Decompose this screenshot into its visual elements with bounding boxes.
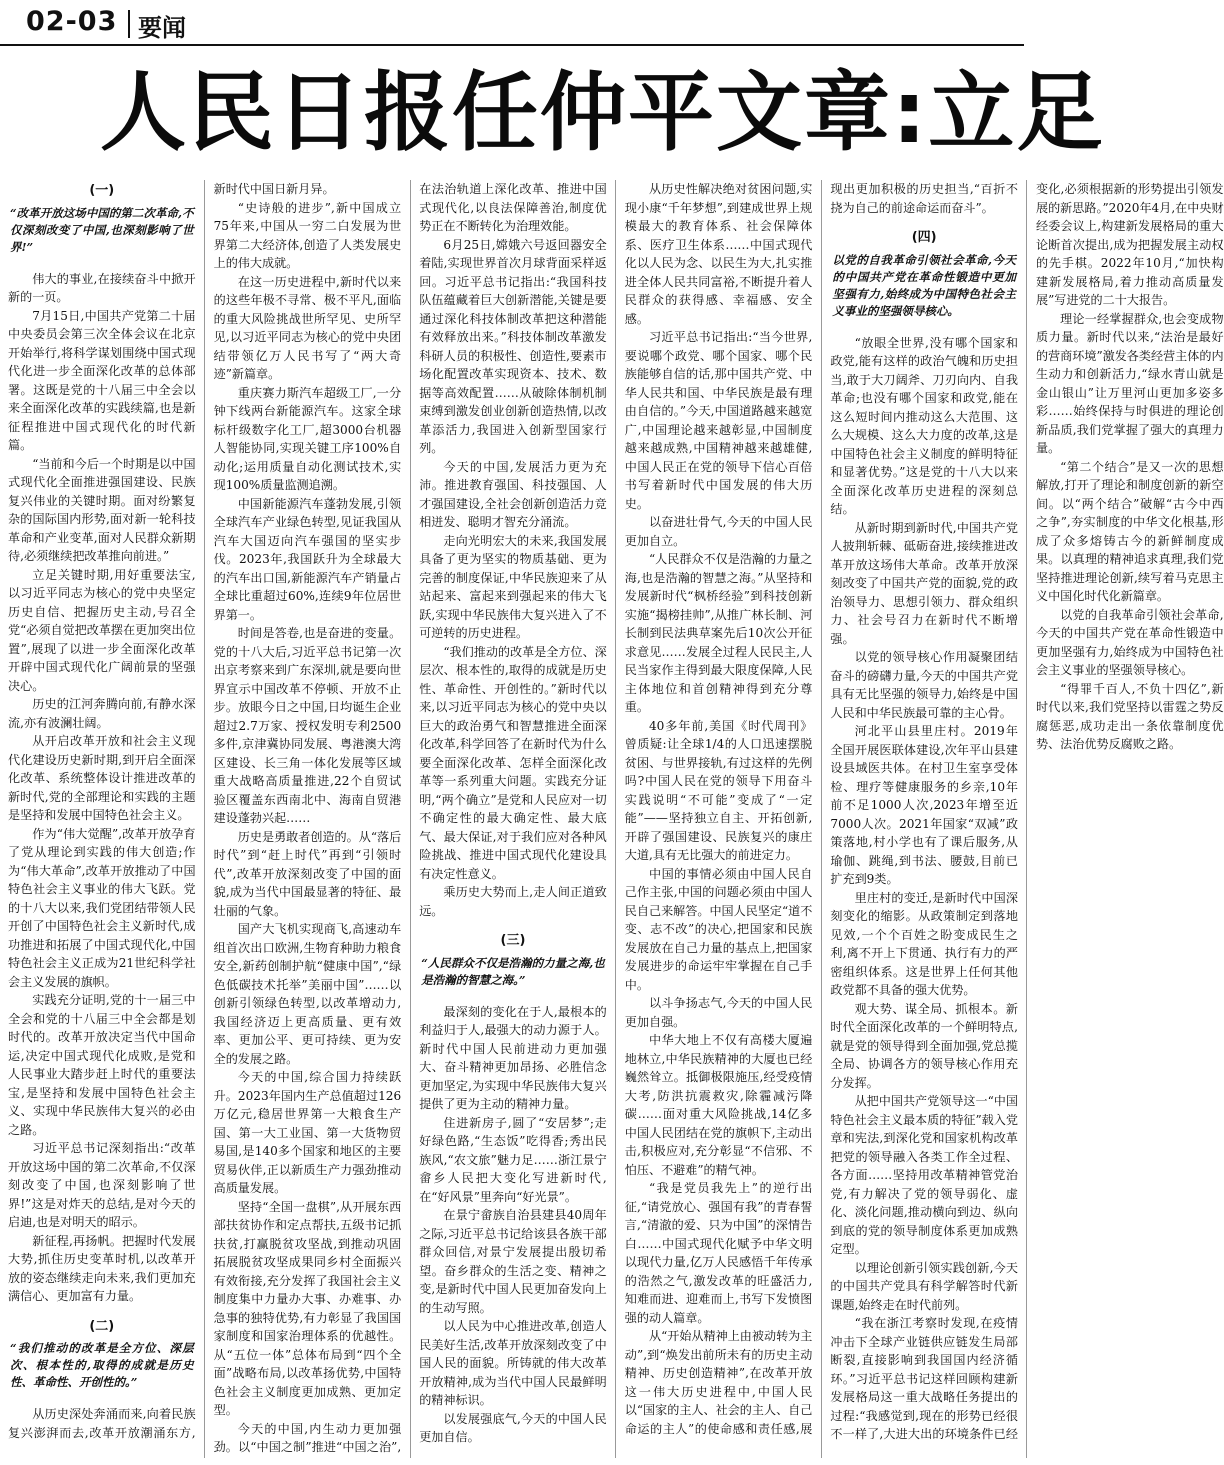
section-gap xyxy=(1036,754,1224,764)
section-quote: “我们推动的改革是全方位、深层次、根本性的,取得的成就是历史性、革命性、开创性的。” xyxy=(10,1341,194,1389)
section-number: (一) xyxy=(89,183,115,198)
paragraph: “人民群众不仅是浩瀚的力量之海,也是浩瀚的智慧之海。”从坚持和发展新时代“枫桥经验”到科技创新实施“揭榜挂帅”,从推广林长制、河长制到民法典草案先后10次公开征求意见……发展全过程人民民主,人民当家作主得到最大限度保障,人民主体地位和首创精神得到充分尊重。 xyxy=(624,552,813,714)
paragraph: 乘历史大势而上,走人间正道致远。 xyxy=(419,885,607,918)
paragraph: 坚持“全国一盘棋”,从开展东西部扶贫协作和定点帮扶,五级书记抓扶贫,打赢脱贫攻坚战,到推动巩固拓展脱贫攻坚成果同乡村全面振兴有效衔接,充分发挥了我国社会主义制度集中力量办大事、办难事、办急事的独特优势,有力彰显了我国国家制度和国家治理体系的优越性。从“五位一体”总体布局到“四个全面”战略布局,以改革扬优势,中国特色社会主义制度更加成熟、更加定型。 xyxy=(213,1199,402,1417)
section-gap xyxy=(8,1306,196,1316)
paragraph: 从历史深处奔涌而来,向着民族复兴澎湃而去,改革开放潮涌东方,新时代中国日新月异。 xyxy=(8,182,335,1440)
paragraph: 国产大飞机实现商飞,高速动车组首次出口欧洲,生物育种助力粮食安全,新药创制护航“健康中国”,“绿色低碳技术托举”美丽中国”……以创新引领绿色转型,以改革增动力,我国经济迈上更高质量、更有效率、更加公平、更可持续、更为安全的发展之路。 xyxy=(213,922,402,1066)
section-gap xyxy=(830,217,1018,227)
paragraph: 从开启改革开放和社会主义现代化建设历史新时期,到开启全面深化改革、系统整体设计推进改革的新时代,党的全部理论和实践的主题是坚持和发展中国特色社会主义。 xyxy=(8,734,196,822)
paragraph: 以发展强底气,今天的中国人民更加自信。 xyxy=(419,1411,607,1444)
paragraph: 今天的中国,内生动力更加强劲。以“中国之制”推进“中国之治”,在法治轨道上深化改革、推进中国式现代化,以良法保障善治,制度优势正在不断转化为治理效能。 xyxy=(213,182,607,1454)
paragraph: 中国的事情必须由中国人民自己作主张,中国的问题必须由中国人民自己来解答。中国人民坚定“道不变、志不改”的决心,把国家和民族发展放在自己力量的基点上,把国家发展进步的命运牢牢掌握在自己手中。 xyxy=(624,866,813,992)
paragraph: 历史是勇敢者创造的。从“落后时代”到“赶上时代”再到“引领时代”,改革开放深刻改变了中国的面貌,成为当代中国最显著的特征、最壮丽的气象。 xyxy=(213,829,402,918)
header-rule xyxy=(0,44,1024,46)
paragraph: 里庄村的变迁,是新时代中国深刻变化的缩影。从政策制定到落地见效,一个个百姓之盼变成民生之利,离不开上下贯通、执行有力的严密组织体系。这是世界上任何其他政党都不具备的强大优势。 xyxy=(830,890,1018,997)
paragraph: 从把中国共产党领导这一“中国特色社会主义最本质的特征”载入党章和宪法,到深化党和国家机构改革把党的领导融入各类工作全过程、各方面……坚持用改革精神管党治党,有力解决了党的领导弱化、虚化、淡化问题,推动横向到边、纵向到底的党的领导制度体系更加成熟定型。 xyxy=(830,1094,1018,1256)
paragraph: “放眼全世界,没有哪个国家和政党,能有这样的政治气魄和历史担当,敢于大刀阔斧、刀刃向内、自我革命;也没有哪个国家和政党,能在这么短时间内推动这么大范围、这么大规模、这么大力度的改革,这是中国特色社会主义制度的鲜明特征和显著优势。”这是党的十八大以来全面深化改革历史进程的深刻总结。 xyxy=(830,335,1018,516)
paragraph: 历史的江河奔腾向前,有静水深流,亦有波澜壮阔。 xyxy=(8,697,196,730)
paragraph: 中华大地上不仅有高楼大厦遍地林立,中华民族精神的大厦也已经巍然耸立。抵御极限施压,经受疫情大考,防洪抗震救灾,除霾减污降碳……面对重大风险挑战,14亿多中国人民团结在党的旗帜下,主动出击,积极应对,充分彰显“不信邪、不怕压、不避难”的精气神。 xyxy=(624,1033,813,1177)
paragraph: 在景宁畲族自治县建县40周年之际,习近平总书记给该县各族干部群众回信,对景宁发展提出殷切希望。奋乡群众的生活之变、精神之变,是新时代中国人民更加奋发向上的生动写照。 xyxy=(419,1208,607,1315)
page-header xyxy=(0,0,1024,46)
paragraph: 走向光明宏大的未来,我国发展具备了更为坚实的物质基础、更为完善的制度保证,中华民族迎来了从站起来、富起来到强起来的伟大飞跃,实现中华民族伟大复兴进入了不可逆转的历史进程。 xyxy=(419,533,607,640)
paragraph: 7月15日,中国共产党第二十届中央委员会第三次全体会议在北京开始举行,将科学谋划围绕中国式现代化进一步全面深化改革的总体部署。这既是党的十八届三中全会以来全面深化改革的实践续篇,也是新征程推进中国式现代化的时代新篇。 xyxy=(8,308,196,452)
section-quote: 以党的自我革命引领社会革命,今天的中国共产党在革命性锻造中更加坚强有力,始终成为中国特色社会主义事业的坚强领导核心。 xyxy=(832,252,1016,318)
paragraph: 重庆赛力斯汽车超级工厂,一分钟下线两台新能源汽车。这家全球标杆级数字化工厂,超3000台机器人智能协同,实现关键工序100%自动化;运用质量自动化测试技术,实现100%质量监测追溯。 xyxy=(213,385,402,492)
paragraph: 中国新能源汽车蓬勃发展,引领全球汽车产业绿色转型,见证我国从汽车大国迈向汽车强国的坚实步伐。2023年,我国跃升为全球最大的汽车出口国,新能源汽车产销量占全球比重超过60%,连续9年位居世界第一。 xyxy=(213,496,402,622)
paragraph: “得罪千百人,不负十四亿”,新时代以来,我们党坚持以雷霆之势反腐惩恶,成功走出一条依靠制度优势、法治优势反腐败之路。 xyxy=(1035,681,1224,751)
paragraph: 立足关键时期,用好重要法宝,以习近平同志为核心的党中央坚定历史自信、把握历史主动,号召全党“必须自觉把改革摆在更加突出位置”,展现了以进一步全面深化改革开辟中国式现代化广阔前景的坚强决心。 xyxy=(8,567,196,693)
paragraph: “我们推动的改革是全方位、深层次、根本性的,取得的成就是历史性、革命性、开创性的。”新时代以来,以习近平同志为核心的党中央以巨大的政治勇气和智慧推进全面深化改革,科学回答了在新时代为什么要全面深化改革、怎样全面深化改革等一系列重大问题。实践充分证明,“两个确立”是党和人民应对一切不确定性的最大确定性、最大底气、最大保证,对于我们应对各种风险挑战、推进中国式现代化建设具有决定性意义。 xyxy=(419,644,607,881)
paragraph: “当前和今后一个时期是以中国式现代化全面推进强国建设、民族复兴伟业的关键时期。面对纷繁复杂的国际国内形势,面对新一轮科技革命和产业变革,面对人民群众新期待,必须继续把改革推向前进。” xyxy=(8,456,196,563)
paragraph: 以党的领导核心作用凝聚团结奋斗的磅礴力量,今天的中国共产党具有无比坚强的领导力,始终是中国人民和中华民族最可靠的主心骨。 xyxy=(830,650,1018,720)
section-quote: “改革开放这场中国的第二次革命,不仅深刻改变了中国,也深刻影响了世界!” xyxy=(10,205,194,254)
section-quote: “人民群众不仅是浩瀚的力量之海,也是浩瀚的智慧之海。” xyxy=(421,955,605,987)
paragraph: 最深刻的变化在于人,最根本的利益归于人,最强大的动力源于人。新时代中国人民前进动力更加强大、奋斗精神更加昂扬、必胜信念更加坚定,为实现中华民族伟大复兴提供了更为主动的精神力量。 xyxy=(419,1004,607,1111)
page-number: 02-03 xyxy=(26,6,118,37)
headline: 人民日报任仲平文章:立足 xyxy=(100,63,1105,163)
paragraph: 河北平山县里庄村。2019年全国开展医联体建设,次年平山县建设县域医共体。在村卫生室享受体检、理疗等健康服务的乡亲,10年前不足1000人次,2023年增至近7000人次。2021年国家“双减”政策落地,村小学也有了课后服务,从瑜伽、跳绳,到书法、腰鼓,目前已扩充到9类。 xyxy=(830,724,1018,886)
paragraph: 从“开始从精神上由被动转为主动”,到“焕发出前所未有的历史主动精神、历史创造精神”,在改革开放这一伟大历史进程中,中国人民以“国家的主人、社会的主人、自己命运的主人”的使命感和责任感,展现出更加积极的历史担当,“百折不挠为自己的前途命运而奋斗”。 xyxy=(624,182,1018,1436)
paragraph: 伟大的事业,在接续奋斗中掀开新的一页。 xyxy=(8,271,196,304)
article-body xyxy=(8,180,1224,1458)
paragraph: 在这一历史进程中,新时代以来的这些年极不寻常、极不平凡,面临的重大风险挑战世所罕见、史所罕见,以习近平同志为核心的党中央团结带领亿万人民书写了“两大奇迹”新篇章。 xyxy=(213,274,402,381)
paragraph: 作为“伟大觉醒”,改革开放孕育了党从理论到实践的伟大创造;作为“伟大革命”,改革开放推动了中国特色社会主义事业的伟大飞跃。党的十八大以来,我们党团结带领人民开创了中国特色社会主义新时代,成功推进和拓展了中国式现代化,中国特色社会主义正成为21世纪科学社会主义发展的旗帜。 xyxy=(8,826,196,989)
paragraph: 时间是答卷,也是奋进的变量。党的十八大后,习近平总书记第一次出京考察来到广东深圳,就是要向世界宣示中国改革不停顿、开放不止步。放眼今日之中国,日均诞生企业超过2.7万家、授权发明专利2500多件,京津冀协同发展、粤港澳大湾区建设、长三角一体化发展等区域重大战略高质量推进,22个自贸试验区覆盖东西南北中、海南自贸港建设蓬勃兴起…… xyxy=(213,626,402,825)
paragraph: 以奋进壮骨气,今天的中国人民更加自立。 xyxy=(624,515,813,548)
paragraph: 从历史性解决绝对贫困问题,实现小康“千年梦想”,到建成世界上规模最大的教育体系、社会保障体系、医疗卫生体系……中国式现代化以人民为念、以民生为大,扎实推进全体人民共同富裕,不断提升着人民群众的获得感、幸福感、安全感。 xyxy=(624,182,813,326)
paragraph: 住进新房子,圆了“安居梦”;走好绿色路,“生态饭”吃得香;秀出民族风,“农文旅”魅力足……浙江景宁畲乡人民把大变化写进新时代,在“好风景”里奔向“好光景”。 xyxy=(419,1115,607,1204)
paragraph: 6月25日,嫦娥六号返回器安全着陆,实现世界首次月球背面采样返回。习近平总书记指出:“我国科技队伍蕴藏着巨大创新潜能,关键是要通过深化科技体制改革把这种潜能有效释放出来。”科技体制改革激发科研人员的积极性、创造性,要素市场化配置改革实现资本、技术、数据等高效配置……从破除体制机制束缚到激发创业创新创造热情,以改革添活力,我国进入创新型国家行列。 xyxy=(419,237,607,455)
paragraph: 习近平总书记深刻指出:“改革开放这场中国的第二次革命,不仅深刻改变了中国,也深刻影响了世界!”这是对炸天的总结,是对今天的启迪,也是对明天的昭示。 xyxy=(8,1141,196,1229)
section-number: (四) xyxy=(911,230,937,245)
paragraph: “第二个结合”是又一次的思想解放,打开了理论和制度创新的新空间。以“两个结合”破解“古今中西之争”,夯实制度的中华文化根基,形成了众多熔铸古今的新鲜制度成果。以真理的精神追求真理,我们党坚持推进理论创新,续写着马克思主义中国化时代化新篇章。 xyxy=(1035,459,1224,603)
paragraph: 40多年前,美国《时代周刊》曾质疑:让全球1/4的人口迅速摆脱贫困、与世界接轨,有过这样的先例吗?中国人民在党的领导下用奋斗实践说明“不可能”变成了“一定能”——坚持独立自主、开拓创新,开辟了强国建设、民族复兴的康庄大道,具有无比强大的前进定力。 xyxy=(624,718,813,862)
paragraph: “我在浙江考察时发现,在疫情冲击下全球产业链供应链发生局部断裂,直接影响到我国国内经济循环。”习近平总书记这样回顾构建新发展格局这一重大战略任务提出的过程:“我感觉到,现在的形势已经很不一样了,大进大出的环境条件已经变化,必须根据新的形势提出引领发展的新思路。”2020年4月,在中央财经委会议上,构建新发展格局的重大论断首次提出,成为把握发展主动权的先手棋。2022年10月,“加快构建新发展格局,着力推动高质量发展”写进党的二十大报告。 xyxy=(830,182,1224,1441)
header-divider xyxy=(128,10,130,38)
section-gap xyxy=(419,920,607,930)
paragraph: 以斗争扬志气,今天的中国人民更加自强。 xyxy=(624,996,813,1029)
paragraph: 观大势、谋全局、抓根本。新时代全面深化改革的一个鲜明特点,就是党的领导得到全面加强,党总揽全局、协调各方的领导核心作用充分发挥。 xyxy=(830,1001,1018,1090)
paragraph: “我是党员我先上”的逆行出征,“请党放心、强国有我”的青春誓言,“清澈的爱、只为中国”的深情告白……中国式现代化赋予中华文明以现代力量,亿万人民感悟千年传承的浩然之气,激发改革的旺盛活力,知难而进、迎难而上,书写下发愤图强的动人篇章。 xyxy=(624,1181,813,1325)
paragraph: 以人民为中心推进改革,创造人民美好生活,改革开放深刻改变了中国人民的面貌。所铸就的伟大改革开放精神,成为当代中国人民最鲜明的精神标识。 xyxy=(419,1319,607,1407)
paragraph: 从新时期到新时代,中国共产党人披荆斩棘、砥砺奋进,接续推进改革开放这场伟大革命。改革开放深刻改变了中国共产党的面貌,党的政治领导力、思想引领力、群众组织力、社会号召力在新时代不断增强。 xyxy=(830,520,1018,646)
paragraph: 新征程,再扬帆。把握时代发展大势,抓住历史变革时机,以改革开放的姿态继续走向未来,我们更加充满信心、更加富有力量。 xyxy=(8,1233,196,1303)
paragraph: 以理论创新引领实践创新,今天的中国共产党具有科学解答时代新课题,始终走在时代前列。 xyxy=(830,1260,1018,1312)
paragraph: “史诗般的进步”,新中国成立75年来,中国从一穷二白发展为世界第二大经济体,创造了人类发展史上的伟大成就。 xyxy=(213,200,402,270)
paragraph: 以党的自我革命引领社会革命,今天的中国共产党在革命性锻造中更加坚强有力,始终成为中国特色社会主义事业的坚强领导核心。 xyxy=(1035,607,1224,677)
section-number: (三) xyxy=(500,933,526,948)
paragraph: 今天的中国,综合国力持续跃升。2023年国内生产总值超过126万亿元,稳居世界第一大粮食生产国、第一大工业国、第一大货物贸易国,是140多个国家和地区的主要贸易伙伴,正以新质生产力强劲推动高质量发展。 xyxy=(213,1070,402,1195)
section-number: (二) xyxy=(89,1318,115,1334)
paragraph: 理论一经掌握群众,也会变成物质力量。新时代以来,“法治是最好的营商环境”激发各类经营主体的内生动力和创新活力,“绿水青山就是金山银山”让万里河山更加多姿多彩……始终保持与时俱进的理论创新品质,我们党掌握了强大的真理力量。 xyxy=(1035,311,1224,455)
section-name: 要闻 xyxy=(138,14,186,42)
paragraph: 习近平总书记指出:“当今世界,要说哪个政党、哪个国家、哪个民族能够自信的话,那中国共产党、中华人民共和国、中华民族是最有理由自信的。”今天,中国道路越来越宽广,中国理论越来越彰显,中国制度越来越成熟,中国精神越来越雄健,中国人民正在党的领导下信心百倍书写着新时代中国发展的伟大历史。 xyxy=(624,330,813,511)
paragraph: 今天的中国,发展活力更为充沛。推进教育强国、科技强国、人才强国建设,全社会创新创造活力竞相迸发、聪明才智充分涌流。 xyxy=(419,459,607,529)
paragraph: 实践充分证明,党的十一届三中全会和党的十八届三中全会都是划时代的。改革开放决定当代中国命运,决定中国式现代化成败,是党和人民事业大踏步赶上时代的重要法宝,是坚持和发展中国特色社会主义、实现中华民族伟大复兴的必由之路。 xyxy=(8,993,196,1137)
